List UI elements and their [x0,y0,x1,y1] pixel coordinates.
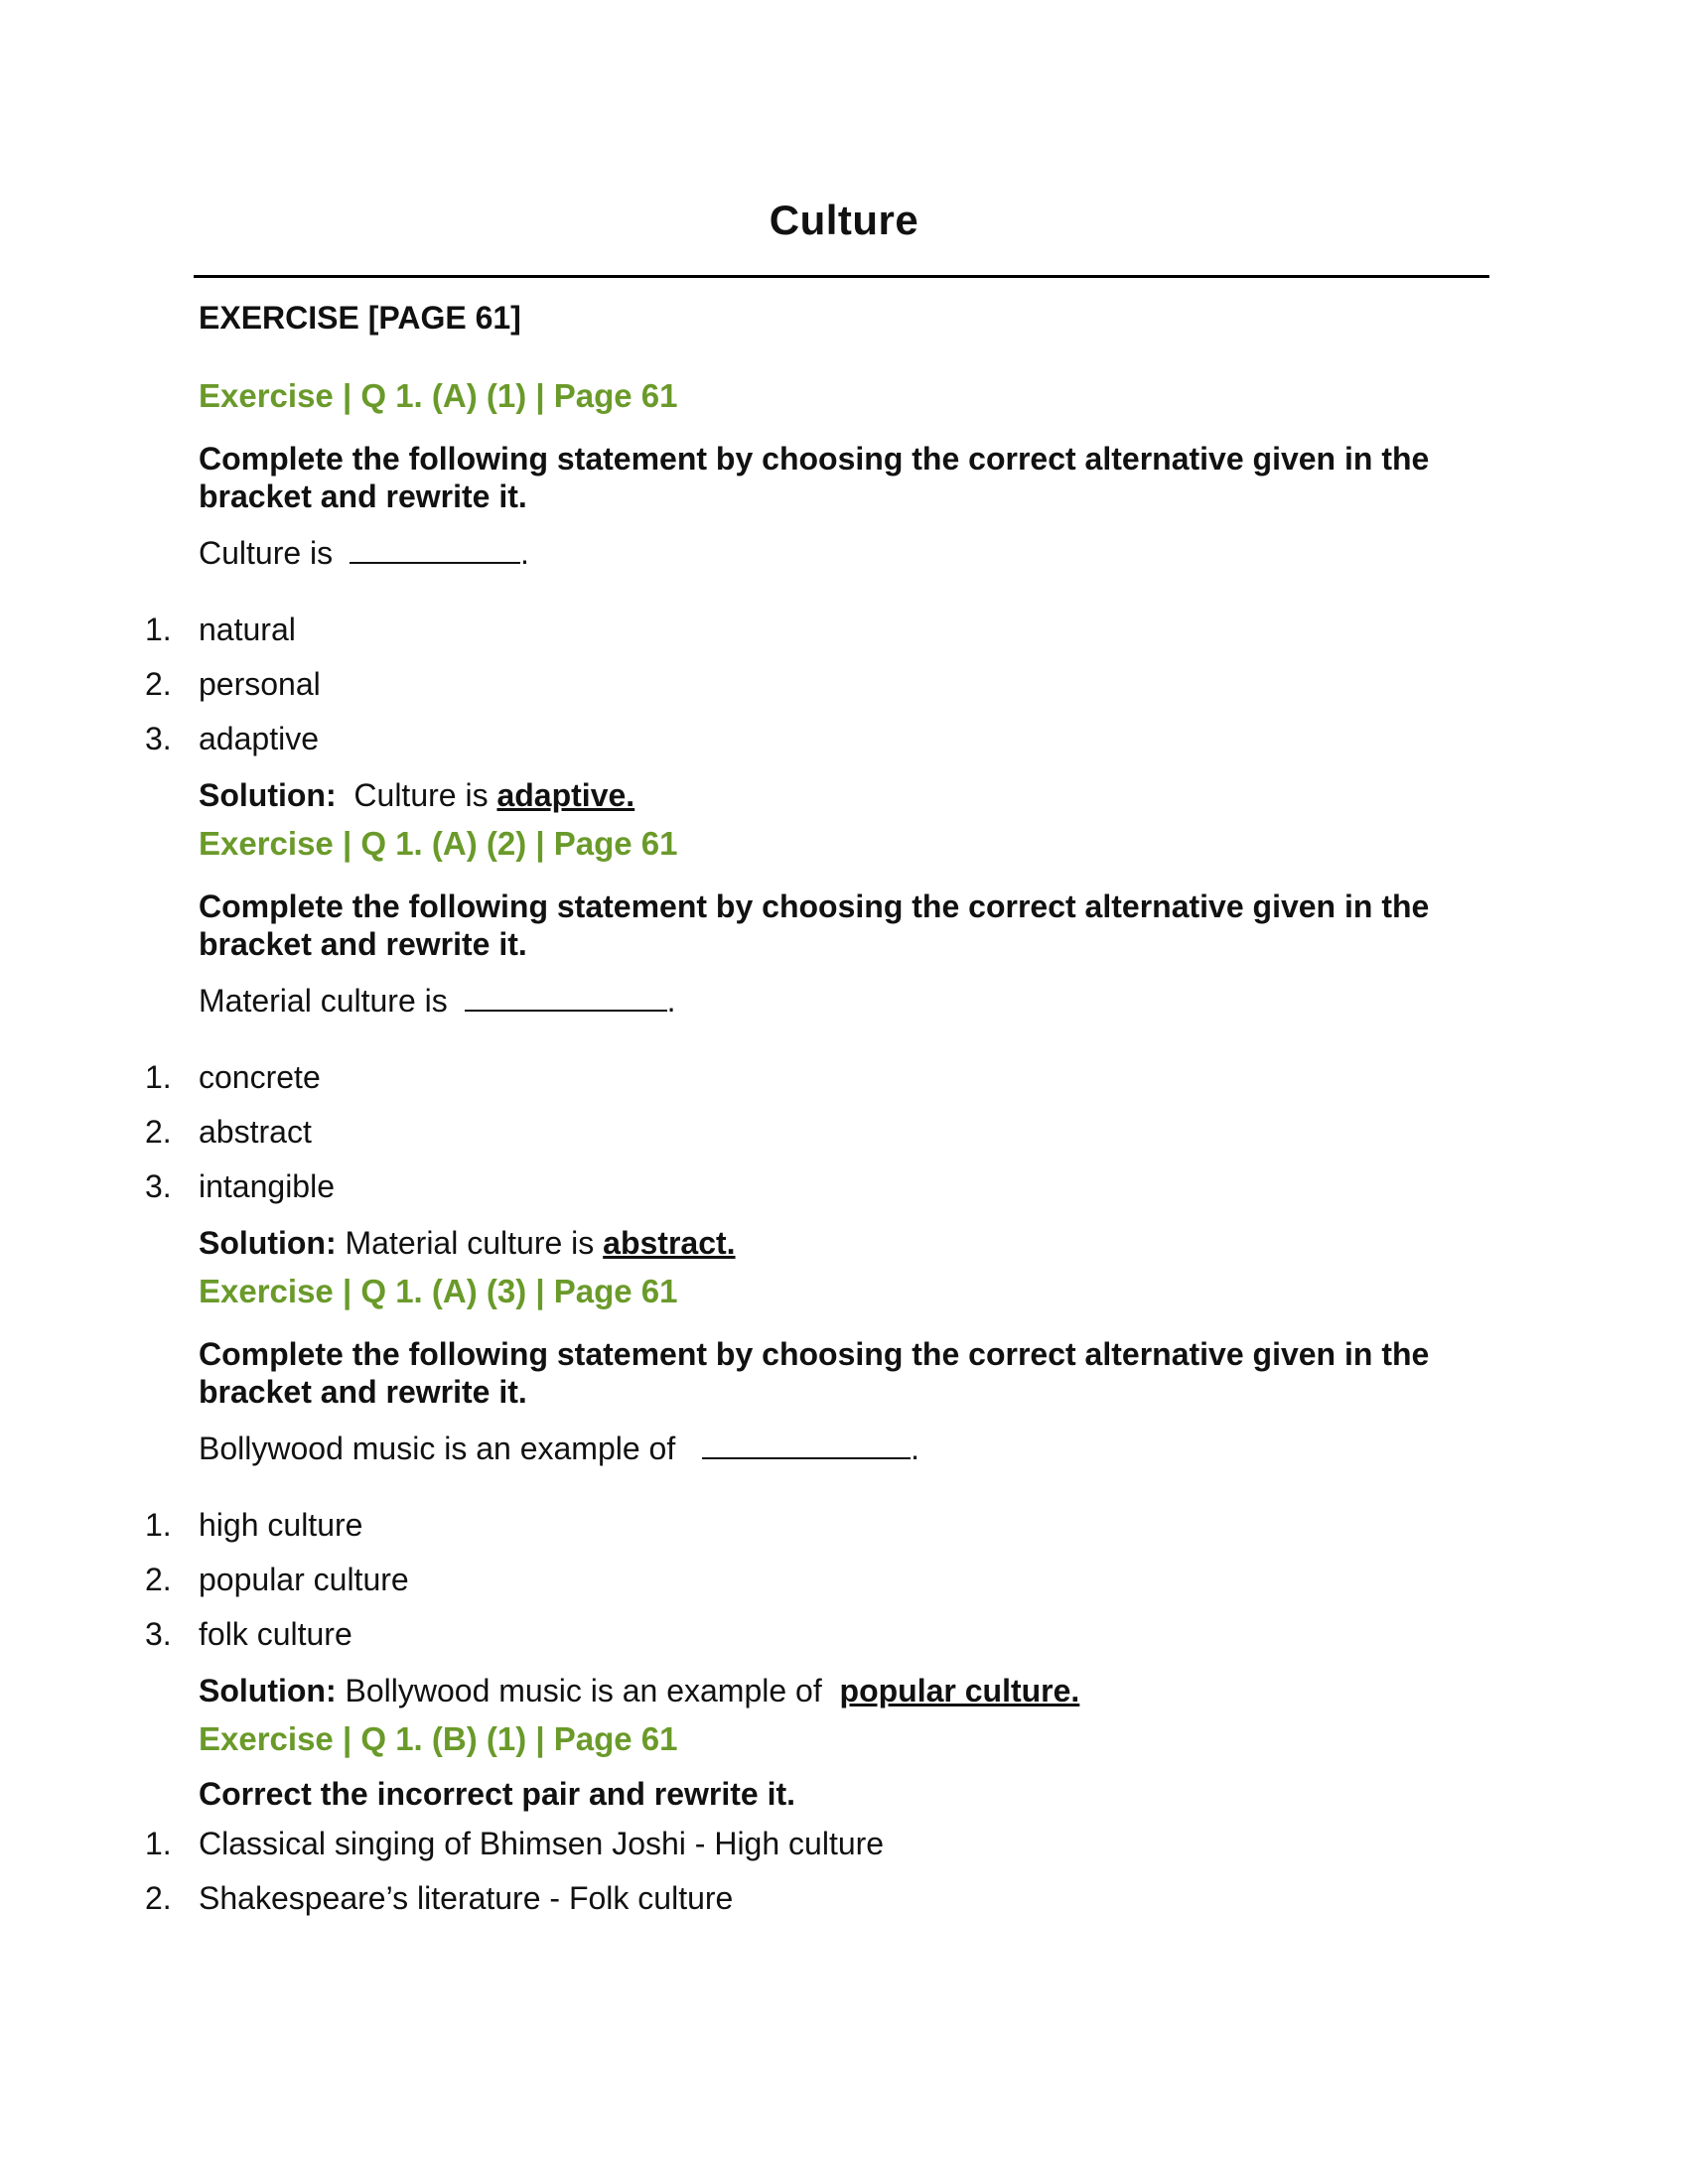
option-item [145,1050,1489,1105]
question-statement [199,981,1489,1021]
statement-text: Bollywood music is an example of [199,1431,676,1466]
question-heading-link[interactable]: Exercise | Q 1. (B) (1) | Page 61 [199,1720,678,1757]
option-number: 1. [145,1059,172,1095]
answer-blank [465,982,667,1012]
solution-text: Bollywood music is an example of [345,1673,822,1708]
option-item [145,657,1489,712]
solution-label: Solution: [199,1673,337,1708]
option-text: adaptive [199,721,319,756]
option-item [145,1607,1489,1662]
question-statement [199,533,1489,573]
question-heading-link[interactable]: Exercise | Q 1. (A) (2) | Page 61 [199,825,678,862]
option-item [145,712,1489,766]
solution [199,1666,1489,1715]
options-list [145,603,1489,766]
option-text: high culture [199,1507,363,1543]
solution-label: Solution: [199,777,337,813]
solution [199,1218,1489,1268]
option-text: folk culture [199,1616,352,1652]
option-number: 3. [145,1168,172,1204]
statement-end: . [666,983,676,1019]
option-text: intangible [199,1168,335,1204]
option-text: popular culture [199,1562,409,1597]
option-number: 2. [145,666,172,702]
question-heading-link[interactable]: Exercise | Q 1. (A) (3) | Page 61 [199,1273,678,1309]
statement-text: Material culture is [199,983,448,1019]
option-text: concrete [199,1059,321,1095]
pair-text: Shakespeare’s literature - Folk culture [199,1880,734,1916]
option-item [145,1498,1489,1553]
option-text: abstract [199,1114,312,1150]
option-number: 1. [145,1507,172,1543]
statement-end: . [911,1431,919,1466]
option-number: 2. [145,1562,172,1597]
option-item [145,1105,1489,1160]
title-divider [194,275,1489,278]
question-instruction: Complete the following statement by choosing the correct alternative given in the bracket and rewrite it. [199,1336,1430,1410]
option-item [145,603,1489,657]
statement-text: Culture is [199,535,334,571]
answer-blank [350,534,520,564]
solution-text: Material culture is [345,1225,595,1261]
option-text: personal [199,666,321,702]
option-number: 2. [145,1114,172,1150]
solution-answer: abstract. [603,1225,736,1261]
question-instruction: Complete the following statement by choosing the correct alternative given in the bracket and rewrite it. [199,441,1430,514]
options-list [145,1498,1489,1662]
solution [199,770,1489,820]
question-instruction: Complete the following statement by choosing the correct alternative given in the bracket and rewrite it. [199,888,1430,962]
option-number: 3. [145,721,172,756]
solution-text: Culture is [353,777,489,813]
option-item [145,1553,1489,1607]
option-number: 3. [145,1616,172,1652]
solution-label: Solution: [199,1225,337,1261]
document-body [145,300,1489,1926]
question-heading-link[interactable]: Exercise | Q 1. (A) (1) | Page 61 [199,377,678,414]
question-statement [199,1429,1489,1468]
exercise-heading: EXERCISE [PAGE 61] [199,300,521,336]
pair-number: 1. [145,1826,172,1861]
statement-end: . [520,535,529,571]
answer-blank [702,1430,911,1459]
pair-item [145,1871,1489,1926]
pair-item [145,1817,1489,1871]
page-title: Culture [769,197,919,243]
pair-number: 2. [145,1880,172,1916]
option-number: 1. [145,612,172,647]
options-list [145,1050,1489,1214]
question-block [145,824,1489,1268]
option-text: natural [199,612,296,647]
solution-answer: popular culture. [839,1673,1080,1708]
pair-text: Classical singing of Bhimsen Joshi - High culture [199,1826,885,1861]
solution-answer: adaptive. [496,777,635,813]
question-instruction: Correct the incorrect pair and rewrite it. [199,1776,796,1812]
pairs-list [145,1817,1489,1926]
question-block [145,1719,1489,1926]
question-block [145,1272,1489,1715]
option-item [145,1160,1489,1214]
question-block [145,376,1489,820]
